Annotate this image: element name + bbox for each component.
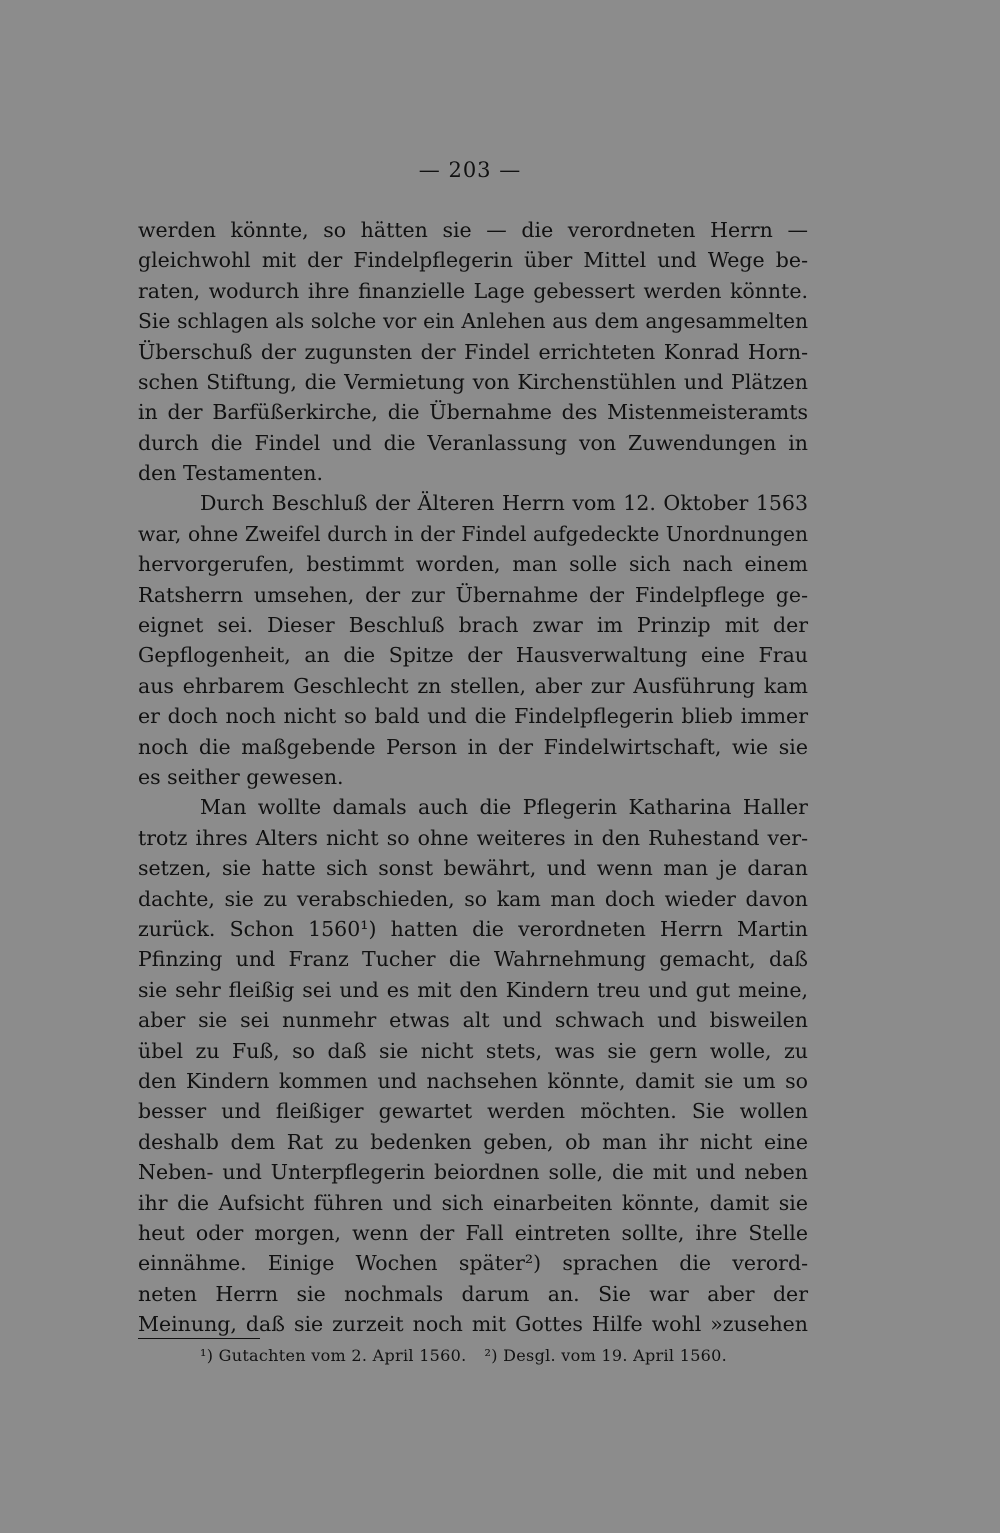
text-line: heut oder morgen, wenn der Fall eintreten sollte, ihre Stelle (138, 1221, 808, 1245)
text-line: war, ohne Zweifel durch in der Findel aufgedeckte Unordnungen (138, 522, 808, 546)
footnote-2: ²) Desgl. vom 19. April 1560. (484, 1346, 728, 1365)
text-line: Ratsherrn umsehen, der zur Übernahme der Findelpflege ge- (138, 583, 808, 607)
text-line: Überschuß der zugunsten der Findel errichteten Konrad Horn- (138, 340, 808, 364)
text-line: aber sie sei nunmehr etwas alt und schwach und bisweilen (138, 1008, 808, 1032)
text-line: besser und fleißiger gewartet werden möchten. Sie wollen (138, 1099, 808, 1123)
text-line: werden könnte, so hätten sie — die verordneten Herrn — (138, 218, 808, 242)
footnote-1: ¹) Gutachten vom 2. April 1560. (200, 1346, 467, 1365)
text-line: dachte, sie zu verabschieden, so kam man doch wieder davon (138, 887, 808, 911)
text-line: eignet sei. Dieser Beschluß brach zwar im Prinzip mit der (138, 613, 808, 637)
text-line: raten, wodurch ihre finanzielle Lage gebessert werden könnte. (138, 279, 808, 303)
text-line: hervorgerufen, bestimmt worden, man solle sich nach einem (138, 552, 808, 576)
text-line: den Kindern kommen und nachsehen könnte, damit sie um so (138, 1069, 808, 1093)
text-line: Neben- und Unterpflegerin beiordnen solle, die mit und neben (138, 1160, 808, 1184)
text-line: durch die Findel und die Veranlassung von Zuwendungen in (138, 431, 808, 455)
text-line: übel zu Fuß, so daß sie nicht stets, was sie gern wolle, zu (138, 1039, 808, 1063)
text-line: neten Herrn sie nochmals darum an. Sie war aber der (138, 1282, 808, 1306)
text-line: er doch noch nicht so bald und die Findelpflegerin blieb immer (138, 704, 808, 728)
text-line: Durch Beschluß der Älteren Herrn vom 12. Oktober 1563 (200, 491, 808, 515)
text-line: Man wollte damals auch die Pflegerin Katharina Haller (200, 795, 808, 819)
page-number: — 203 — (418, 158, 522, 182)
footnotes (200, 1346, 727, 1365)
text-line: aus ehrbarem Geschlecht zn stellen, aber zur Ausführung kam (138, 674, 808, 698)
text-line: gleichwohl mit der Findelpflegerin über Mittel und Wege be- (138, 248, 808, 272)
text-line: ihr die Aufsicht führen und sich einarbeiten könnte, damit sie (138, 1191, 808, 1215)
text-line: einnähme. Einige Wochen später²) sprachen die verord- (138, 1251, 808, 1275)
text-line: in der Barfüßerkirche, die Übernahme des Mistenmeisteramts (138, 400, 808, 424)
text-line: den Testamenten. (138, 461, 324, 485)
text-line: es seither gewesen. (138, 765, 344, 789)
text-line: Sie schlagen als solche vor ein Anlehen aus dem angesammelten (138, 309, 808, 333)
text-line: setzen, sie hatte sich sonst bewährt, und wenn man je daran (138, 856, 808, 880)
text-line: deshalb dem Rat zu bedenken geben, ob man ihr nicht eine (138, 1130, 808, 1154)
footnote-rule (138, 1338, 260, 1339)
text-line: Meinung, daß sie zurzeit noch mit Gottes Hilfe wohl »zusehen (138, 1312, 808, 1336)
text-line: Pfinzing und Franz Tucher die Wahrnehmung gemacht, daß (138, 947, 808, 971)
text-line: sie sehr fleißig sei und es mit den Kindern treu und gut meine, (138, 978, 808, 1002)
text-line: schen Stiftung, die Vermietung von Kirchenstühlen und Plätzen (138, 370, 808, 394)
text-line: noch die maßgebende Person in der Findelwirtschaft, wie sie (138, 735, 808, 759)
text-line: Gepflogenheit, an die Spitze der Hausverwaltung eine Frau (138, 643, 808, 667)
text-line: zurück. Schon 1560¹) hatten die verordneten Herrn Martin (138, 917, 808, 941)
text-line: trotz ihres Alters nicht so ohne weiteres in den Ruhestand ver- (138, 826, 808, 850)
